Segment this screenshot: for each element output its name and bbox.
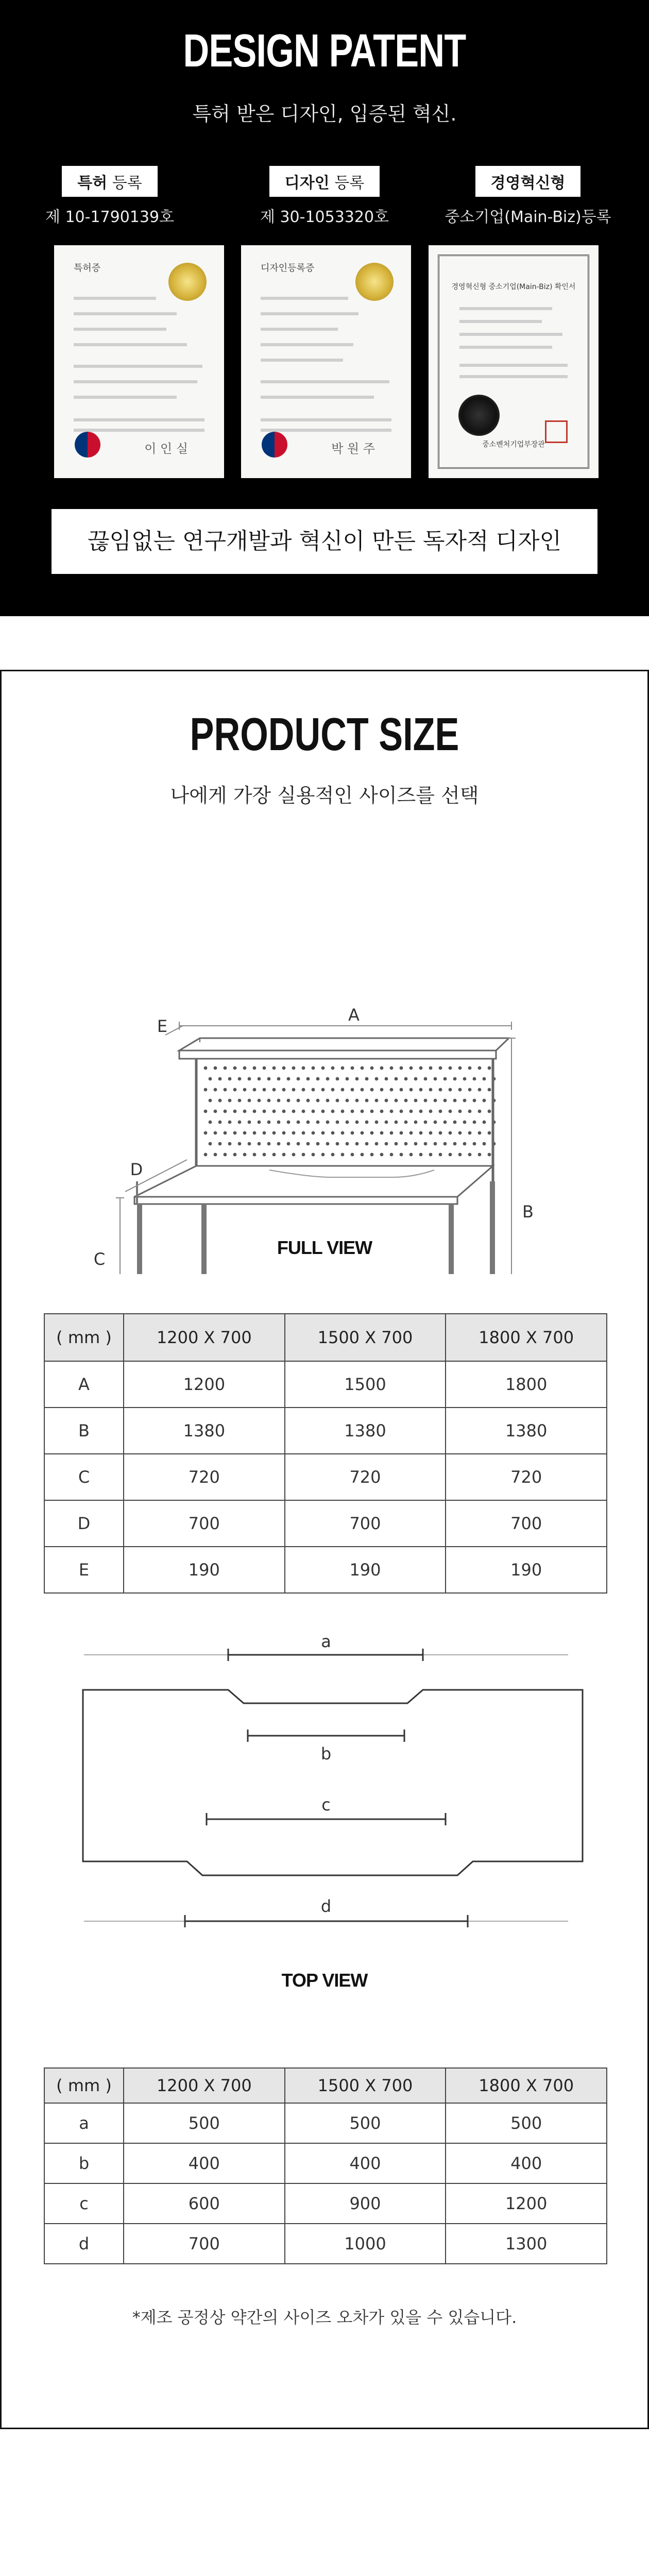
table-header-cell: 1800 X 700 xyxy=(446,2068,607,2103)
size-title: PRODUCT SIZE xyxy=(190,709,459,760)
dim-label-D: D xyxy=(130,1160,143,1179)
table-row: B 1380 1380 1380 xyxy=(44,1408,607,1454)
top-view-size-table xyxy=(44,2067,607,2264)
design-patent-section xyxy=(0,0,649,616)
table-header-cell: 1500 X 700 xyxy=(285,1314,446,1361)
full-view-size-table xyxy=(44,1313,607,1594)
table-header-cell: 1200 X 700 xyxy=(124,2068,285,2103)
dim-label-B: B xyxy=(522,1202,534,1222)
emblem-icon xyxy=(458,395,500,436)
mainbiz-certificate-image: 경영혁신형 중소기업(Main-Biz) 확인서 중소벤처기업부장관 xyxy=(429,245,599,478)
size-tolerance-note: *제조 공정상 약간의 사이즈 오차가 있을 수 있습니다. xyxy=(132,2308,517,2327)
full-view-desk-diagram xyxy=(2,862,649,1274)
top-view-desk-diagram xyxy=(2,1624,649,1995)
table-row: c 600 900 1200 xyxy=(44,2183,607,2224)
dim-label-A: A xyxy=(348,1005,360,1025)
table-header-cell: 1800 X 700 xyxy=(446,1314,607,1361)
table-row: b 400 400 400 xyxy=(44,2143,607,2183)
government-logo-icon xyxy=(262,432,287,457)
design-certificate-image: 디자인등록증 박 원 주 xyxy=(241,245,411,478)
size-subtitle: 나에게 가장 실용적인 사이즈를 선택 xyxy=(170,784,479,807)
design-badge: 디자인 등록 xyxy=(269,166,380,197)
patent-number: 제 10-1790139호 xyxy=(45,208,175,226)
dim-label-d: d xyxy=(320,1896,332,1916)
table-row: a 500 500 500 xyxy=(44,2103,607,2143)
patent-item xyxy=(20,166,200,227)
mainbiz-badge: 경영혁신형 xyxy=(475,166,581,197)
mainbiz-item xyxy=(438,166,618,227)
dim-label-E: E xyxy=(157,1016,168,1036)
table-row: d 700 1000 1300 xyxy=(44,2224,607,2264)
table-header-cell: 1500 X 700 xyxy=(285,2068,446,2103)
table-row: D 700 700 700 xyxy=(44,1500,607,1547)
product-size-section xyxy=(0,670,649,2429)
slogan-banner: 끊임없는 연구개발과 혁신이 만든 독자적 디자인 xyxy=(52,509,597,574)
design-number: 제 30-1053320호 xyxy=(260,208,389,226)
design-item xyxy=(234,166,415,227)
mainbiz-number: 중소기업(Main-Biz)등록 xyxy=(445,208,611,226)
top-view-label: TOP VIEW xyxy=(281,1970,368,1991)
table-header-cell: 1200 X 700 xyxy=(124,1314,285,1361)
patent-certificate-image: 특허증 이 인 실 xyxy=(54,245,224,478)
dim-label-c: c xyxy=(321,1795,331,1815)
gold-seal-icon xyxy=(168,263,207,301)
dim-label-a: a xyxy=(321,1632,331,1651)
dim-label-C: C xyxy=(93,1249,106,1269)
dim-label-b: b xyxy=(320,1744,332,1764)
table-row: C 720 720 720 xyxy=(44,1454,607,1500)
gold-seal-icon xyxy=(355,263,394,301)
government-logo-icon xyxy=(75,432,100,457)
table-row: A 1200 1500 1800 xyxy=(44,1361,607,1408)
patent-title: DESIGN PATENT xyxy=(183,25,466,77)
patent-subtitle: 특허 받은 디자인, 입증된 혁신. xyxy=(192,103,457,125)
full-view-label: FULL VIEW xyxy=(277,1237,372,1258)
table-header-cell: ( mm ) xyxy=(44,2068,124,2103)
table-row: E 190 190 190 xyxy=(44,1547,607,1593)
table-header-cell: ( mm ) xyxy=(44,1314,124,1361)
patent-badge: 특허 등록 xyxy=(62,166,157,197)
